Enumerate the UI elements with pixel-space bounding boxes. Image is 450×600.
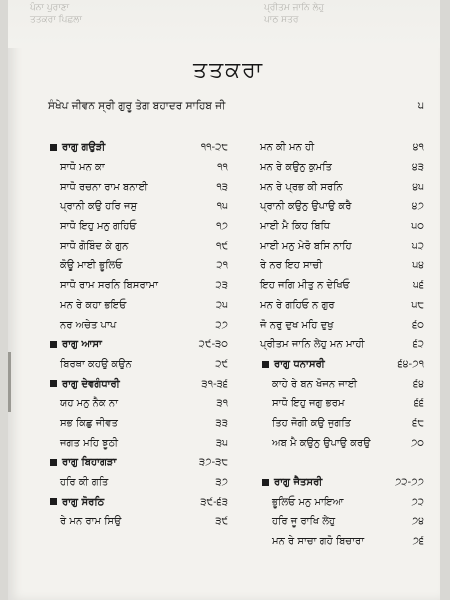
toc-entry-title: ਅਬ ਮੈ ਕਉਨੁ ਉਪਾਉ ਕਰਉ: [272, 437, 371, 449]
toc-entry: [48, 217, 228, 237]
toc-entry: [260, 256, 424, 276]
toc-entry: [48, 433, 228, 453]
bleed-right: [264, 2, 434, 26]
toc-entry-title: ਮਨ ਰੇ ਕਹਾ ਭਇਓ: [60, 299, 127, 311]
toc-entry: [260, 532, 424, 552]
toc-entry: [260, 296, 424, 316]
toc-entry: [260, 433, 424, 453]
toc-entry-title: ਮਨ ਰੇ ਪ੍ਰਭ ਕੀ ਸਰਨਿ: [260, 181, 343, 193]
toc-page-number: ੧੯: [216, 240, 228, 252]
toc-page-number: ੫੨: [411, 240, 424, 252]
toc-entry: [260, 335, 424, 355]
bleed-text: ਪਾਠ ਸਤਰ: [264, 15, 299, 25]
toc-entry: [260, 492, 424, 512]
toc-page-number: ੬੦: [412, 319, 424, 331]
toc-page-number: ੧੧-੨੮: [200, 142, 228, 154]
intro-page-number: ੫: [417, 100, 424, 112]
toc-page-number: ੫੪: [412, 260, 424, 272]
toc-page-number: ੨੯-੩੦: [198, 339, 228, 351]
toc-page-number: ੬੨: [412, 339, 424, 351]
toc-entry-title: ਕੋਊ ਮਾਈ ਭੂਲਿਓ: [60, 260, 123, 272]
bleed-text: ਪ੍ਰੀਤਮ ਜਾਨਿ ਲੇਹੁ: [264, 3, 325, 13]
toc-page-number: ੨੯: [215, 358, 228, 370]
toc-entry: [260, 374, 424, 394]
toc-entry: [48, 296, 228, 316]
toc-entry-title: ਮਾਈ ਮੈ ਕਿਹ ਬਿਧਿ: [260, 221, 330, 233]
toc-entry-title: ਪ੍ਰਾਨੀ ਕਉ ਹਰਿ ਜਸੁ: [60, 201, 138, 213]
toc-entry-title: ਹਰਿ ਕੀ ਗਤਿ: [60, 477, 109, 489]
toc-entry: [48, 315, 228, 335]
toc-page-number: ੪੫: [412, 181, 424, 193]
toc-page-number: ੭੬: [412, 536, 424, 548]
toc-page-number: ੧੫: [216, 201, 228, 213]
toc-entry-title: ਰੇ ਮਨ ਰਾਮ ਸਿਉ: [60, 516, 122, 528]
intro-text: ਸੰਖੇਪ ਜੀਵਨ ਸ੍ਰੀ ਗੁਰੂ ਤੇਗ ਬਹਾਦਰ ਸਾਹਿਬ ਜੀ: [48, 100, 226, 112]
bleed-line: [30, 2, 210, 14]
toc-entry: [260, 197, 424, 217]
toc-page-number: ੫੬: [413, 280, 424, 292]
toc-entry-title: ਰੇ ਨਰ ਇਹ ਸਾਚੀ: [260, 260, 323, 272]
toc-spacer: [260, 453, 424, 473]
toc-page-number: ੬੪: [413, 378, 424, 390]
toc-entry-title: ਰਾਗੁ ਗਉੜੀ: [62, 142, 106, 154]
toc-right-column: [260, 138, 424, 551]
toc-page-number: ੭੨-੭੭: [394, 477, 424, 489]
toc-entry: [48, 355, 228, 375]
toc-page-number: ੫੦: [411, 221, 424, 233]
toc-page-number: ੨੧: [216, 260, 228, 272]
toc-entry-title: ਸਭ ਕਿਛੁ ਜੀਵਤ: [60, 417, 118, 429]
toc-entry-title: ਯਹ ਮਨੁ ਨੈਕ ਨਾ: [60, 398, 119, 410]
toc-entry: [48, 394, 228, 414]
toc-page-number: ੩੧-੩੬: [201, 378, 228, 390]
bleed-text: ਪੰਨਾ ਪੁਰਾਣਾ: [30, 3, 70, 13]
toc-entry: [260, 414, 424, 434]
toc-entry: [260, 315, 424, 335]
toc-page-number: ੩੫: [215, 437, 228, 449]
toc-entry-title: ਜੋ ਨਰੁ ਦੁਖ ਮਹਿ ਦੁਖੁ: [260, 319, 334, 331]
toc-page-number: ੧੧: [217, 162, 228, 174]
toc-section-heading: [260, 355, 424, 375]
toc-entry-title: ਸਾਧੋ ਇਹੁ ਜਗੁ ਭਰਮ: [272, 398, 345, 410]
toc-section-heading: [48, 453, 228, 473]
toc-entry: [260, 512, 424, 532]
toc-entry-title: ਸਾਧੋ ਮਨ ਕਾ: [60, 162, 105, 174]
toc-entry: [48, 512, 228, 532]
toc-entry-title: ਜਗਤ ਮਹਿ ਝੂਠੀ: [60, 437, 119, 449]
toc-page-number: ੭੨: [411, 496, 424, 508]
toc-page-number: ੩੭: [215, 477, 228, 489]
toc-page-number: ੭੪: [411, 516, 424, 528]
toc-page-number: ੪੩: [412, 162, 424, 174]
toc-entry-title: ਰਾਗੁ ਦੇਵਗੰਧਾਰੀ: [62, 378, 120, 390]
toc-entry-title: ਰਾਗੁ ਸੋਰਠਿ: [62, 496, 105, 508]
toc-section-heading: [260, 473, 424, 493]
toc-entry-title: ਪ੍ਰਾਨੀ ਕਉਨੁ ਉਪਾਉ ਕਰੈ: [260, 201, 352, 213]
toc-entry: [260, 217, 424, 237]
toc-entry-title: ਮਨ ਰੇ ਕਉਨੁ ਕੁਮਤਿ: [260, 162, 332, 174]
intro-entry: [48, 100, 424, 113]
toc-entry-title: ਸਾਧੋ ਇਹੁ ਮਨੁ ਗਹਿਓ: [60, 221, 137, 233]
toc-entry: [48, 158, 228, 178]
toc-page-number: ੩੩: [215, 417, 228, 429]
toc-entry-title: ਸਾਧੋ ਰਚਨਾ ਰਾਮ ਬਨਾਈ: [60, 181, 148, 193]
toc-entry: [48, 256, 228, 276]
toc-entry-title: ਰਾਗੁ ਜੈਤਸਰੀ: [274, 477, 323, 489]
toc-entry: [260, 394, 424, 414]
toc-page-number: ੭੦: [410, 437, 424, 449]
toc-entry-title: ਸਾਧੋ ਰਾਮ ਸਰਨਿ ਬਿਸਰਾਮਾ: [60, 280, 158, 292]
toc-entry-title: ਕਾਹੇ ਰੇ ਬਨ ਖੋਜਨ ਜਾਈ: [272, 378, 358, 390]
toc-entry-title: ਪ੍ਰੀਤਮ ਜਾਨਿ ਲੇਹੁ ਮਨ ਮਾਹੀ: [260, 339, 365, 351]
toc-page-number: ੧੩: [216, 181, 228, 193]
toc-entry: [48, 197, 228, 217]
page-title: ਤਤਕਰਾ: [193, 58, 265, 83]
toc-page-number: ੬੬: [413, 398, 424, 410]
toc-page-number: ੩੧: [216, 398, 228, 410]
toc-page-number: ੫੮: [411, 299, 424, 311]
toc-entry-title: ਮਨ ਕੀ ਮਨ ਹੀ: [260, 142, 315, 154]
toc-entry: [260, 236, 424, 256]
toc-section-heading: [48, 374, 228, 394]
bleed-line: [264, 2, 434, 14]
toc-entry-title: ਰਾਗੁ ਆਸਾ: [62, 339, 102, 351]
toc-entry: [260, 276, 424, 296]
toc-page-number: ੨੭: [215, 319, 228, 331]
toc-entry: [48, 177, 228, 197]
show-through-text: [8, 0, 440, 48]
toc-entry-title: ਬਿਰਥਾ ਕਹਉ ਕਉਨ: [60, 358, 132, 370]
page-edge-mark: [8, 352, 11, 412]
toc-left-column: [48, 138, 228, 532]
toc-entry-title: ਮਨ ਰੇ ਗਹਿਓ ਨ ਗੁਰ: [260, 299, 335, 311]
toc-entry-title: ਇਹ ਜਗਿ ਮੀਤੁ ਨ ਦੇਖਿਓ: [260, 280, 350, 292]
toc-section-heading: [48, 335, 228, 355]
toc-entry: [48, 236, 228, 256]
bleed-text: ਤਤਕਰਾ ਪਿਛਲਾ: [30, 15, 82, 25]
toc-entry-title: ਹਰਿ ਜੂ ਰਾਖਿ ਲੇਹੁ: [272, 516, 336, 528]
book-page: [8, 0, 440, 600]
toc-section-heading: [48, 138, 228, 158]
toc-page-number: ੪੧: [412, 142, 424, 154]
toc-entry-title: ਰਾਗੁ ਬਿਹਾਗੜਾ: [62, 457, 117, 469]
toc-entry: [260, 177, 424, 197]
toc-page-number: ੬੪-੭੧: [397, 358, 424, 370]
bleed-left: [30, 2, 210, 26]
toc-page-number: ੨੩: [215, 280, 228, 292]
toc-entry-title: ਤਿਹ ਜੋਗੀ ਕਉ ਜੁਗਤਿ: [272, 417, 351, 429]
toc-entry-title: ਨਰ ਅਚੇਤ ਪਾਪ: [60, 319, 117, 331]
toc-entry-title: ਮਨ ਰੇ ਸਾਚਾ ਗਹੋ ਬਿਚਾਰਾ: [272, 536, 365, 548]
toc-page-number: ੩੯-੬੩: [200, 496, 228, 508]
toc-entry: [48, 414, 228, 434]
toc-section-heading: [48, 492, 228, 512]
toc-page-number: ੬੮: [412, 417, 424, 429]
bleed-line: [264, 14, 434, 26]
toc-page-number: ੨੫: [215, 299, 228, 311]
toc-entry: [260, 158, 424, 178]
toc-page-number: ੩੭-੩੮: [198, 457, 228, 469]
toc-page-number: ੪੭: [411, 201, 424, 213]
toc-page-number: ੩੯: [215, 516, 228, 528]
toc-entry: [48, 276, 228, 296]
toc-entry: [260, 138, 424, 158]
toc-page-number: ੧੭: [216, 221, 228, 233]
toc-entry: [48, 473, 228, 493]
toc-entry-title: ਮਾਈ ਮਨੁ ਮੇਰੋ ਬਸਿ ਨਾਹਿ: [260, 240, 352, 252]
toc-entry-title: ਭੂਲਿਓ ਮਨੁ ਮਾਇਆ: [272, 496, 344, 508]
toc-entry-title: ਰਾਗੁ ਧਨਾਸਰੀ: [274, 358, 325, 370]
toc-entry-title: ਸਾਧੋ ਗੋਬਿੰਦ ਕੇ ਗੁਨ: [60, 240, 129, 252]
bleed-line: [30, 14, 210, 26]
